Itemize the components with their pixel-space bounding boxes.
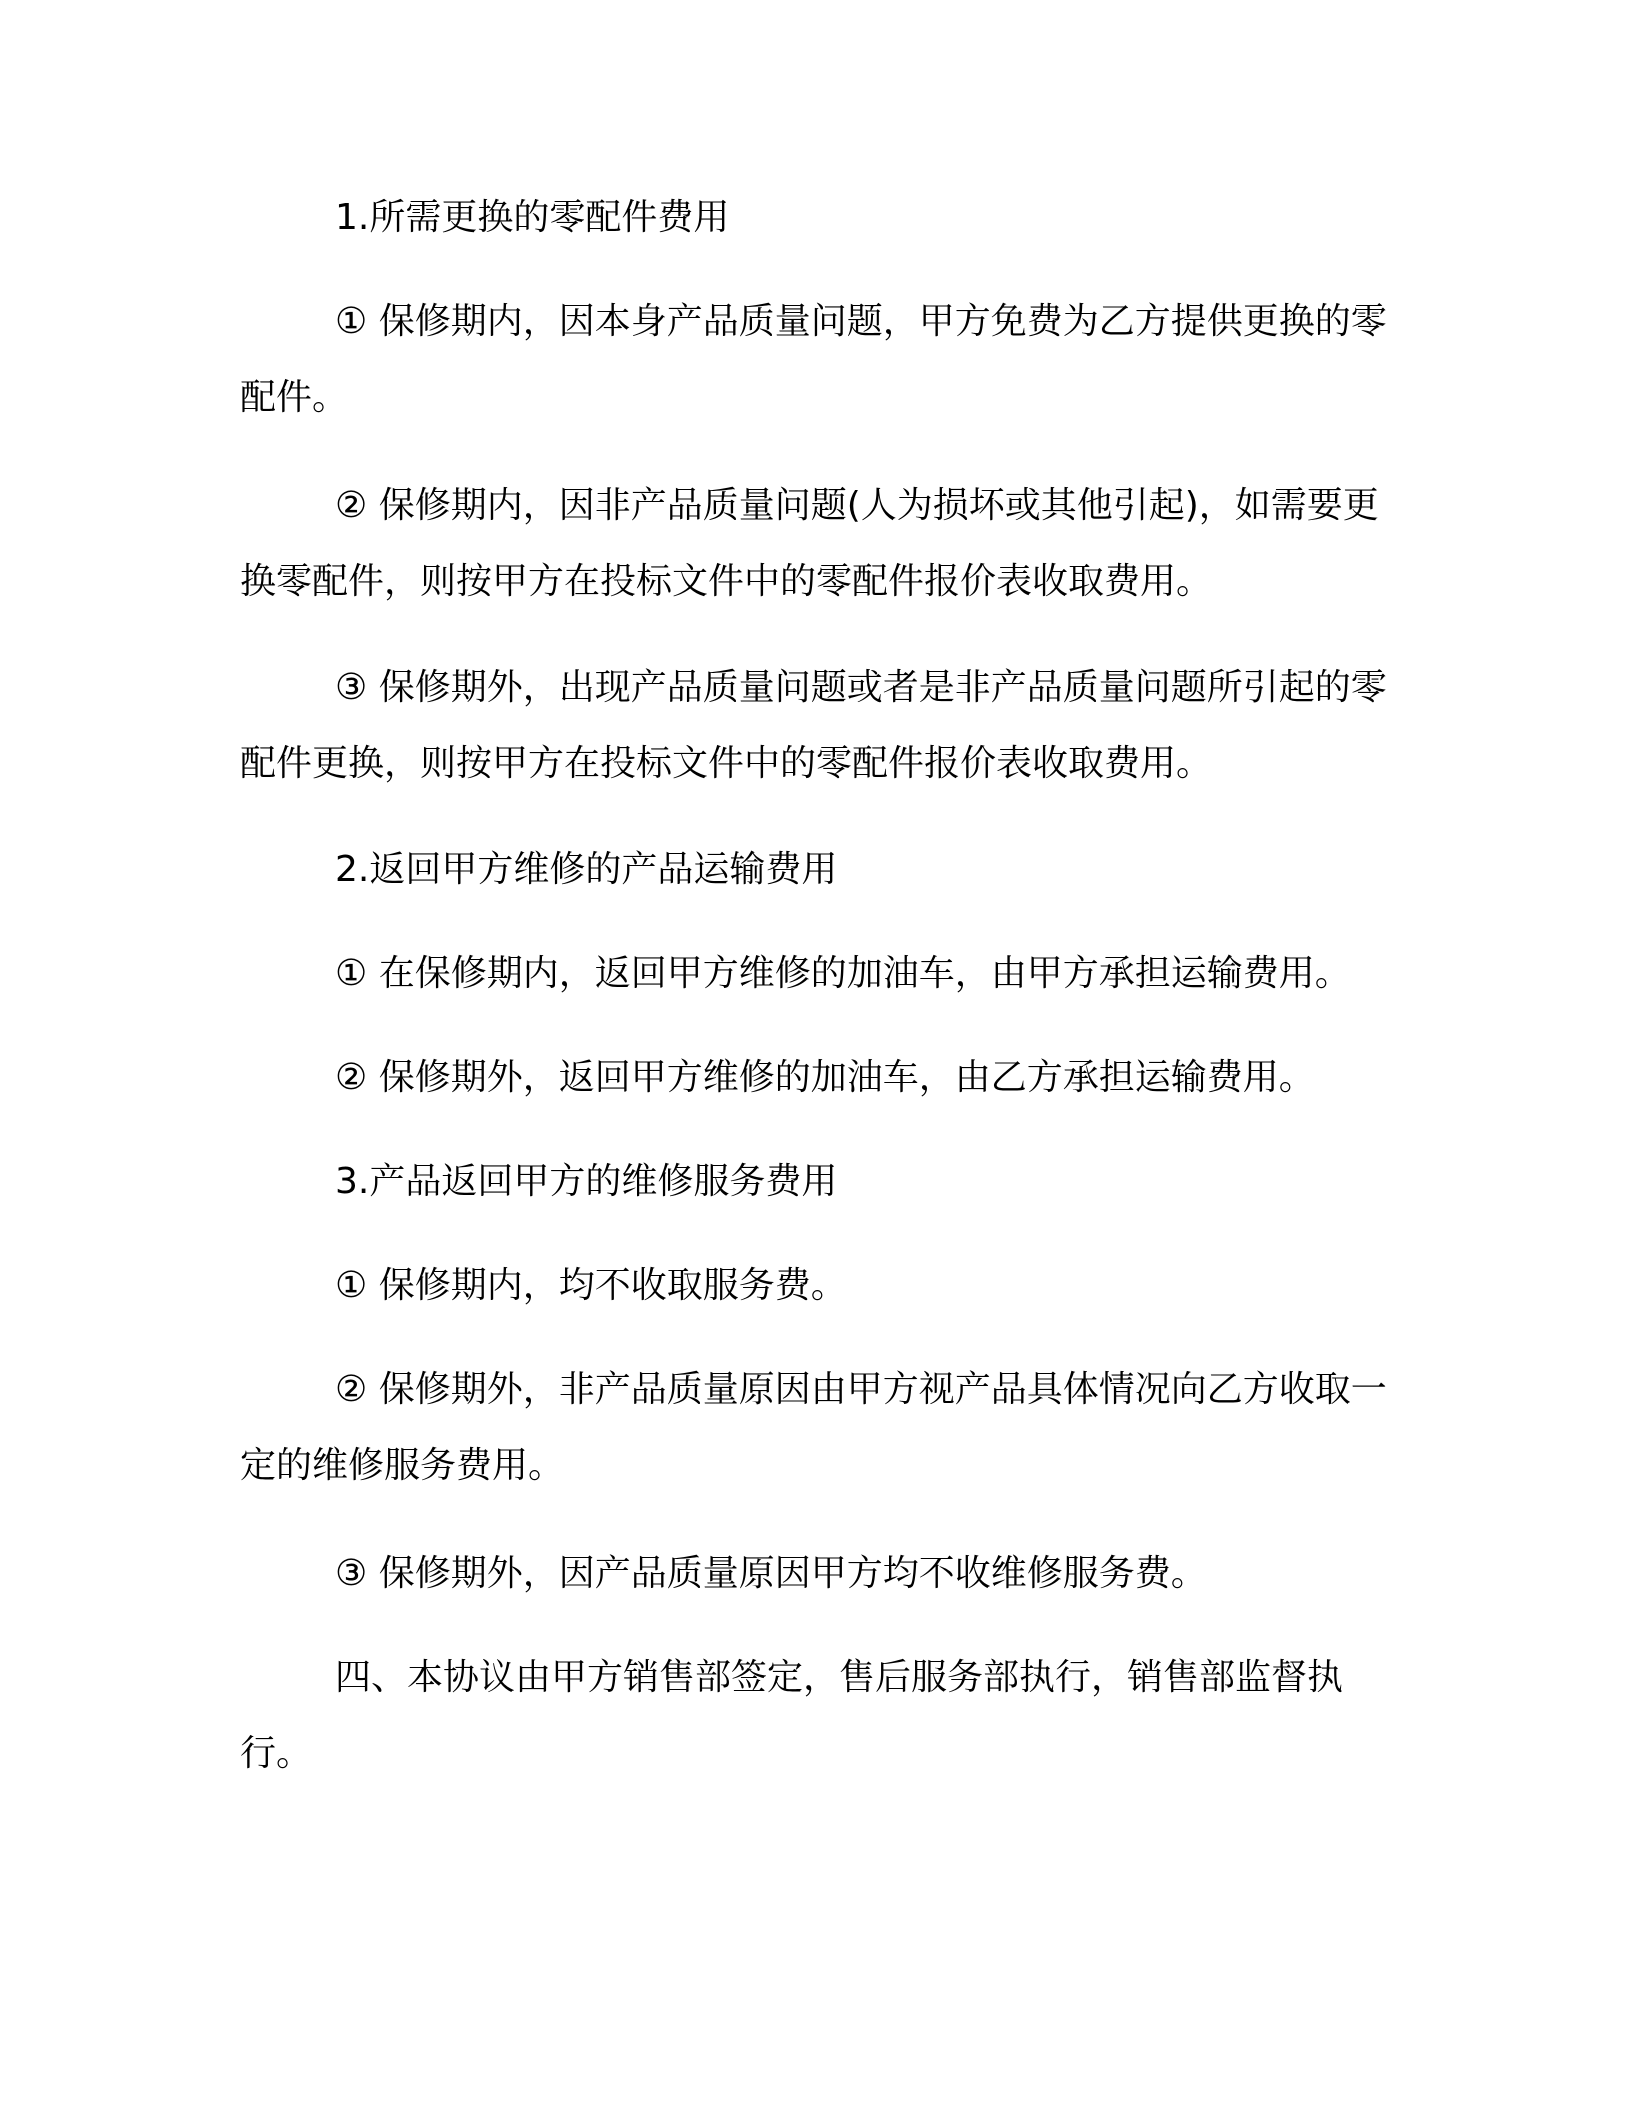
clause-1-item-3: ③ 保修期外，出现产品质量问题或者是非产品质量问题所引起的零配件更换，则按甲方在投标文件中的零配件报价表收取费用。 <box>240 667 1387 784</box>
section-heading-3: 3.产品返回甲方的维修服务费用 <box>335 1161 838 1202</box>
section-heading-2: 2.返回甲方维修的产品运输费用 <box>335 849 838 890</box>
section-heading-1: 1.所需更换的零配件费用 <box>335 197 730 238</box>
clause-3-item-1: ① 保修期内，均不收取服务费。 <box>335 1265 847 1306</box>
clause-3-item-3: ③ 保修期外，因产品质量原因甲方均不收维修服务费。 <box>335 1553 1207 1594</box>
section-four-paragraph: 四、本协议由甲方销售部签定，售后服务部执行，销售部监督执行。 <box>240 1657 1344 1774</box>
clause-3-item-2: ② 保修期外，非产品质量原因由甲方视产品具体情况向乙方收取一定的维修服务费用。 <box>240 1369 1387 1486</box>
clause-2-item-2: ② 保修期外，返回甲方维修的加油车，由乙方承担运输费用。 <box>335 1057 1315 1098</box>
clause-1-item-1: ① 保修期内，因本身产品质量问题，甲方免费为乙方提供更换的零配件。 <box>240 301 1387 418</box>
clause-2-item-1: ① 在保修期内，返回甲方维修的加油车，由甲方承担运输费用。 <box>335 953 1351 994</box>
clause-1-item-2: ② 保修期内，因非产品质量问题(人为损坏或其他引起)，如需要更换零配件，则按甲方在投标文件中的零配件报价表收取费用。 <box>240 485 1379 602</box>
